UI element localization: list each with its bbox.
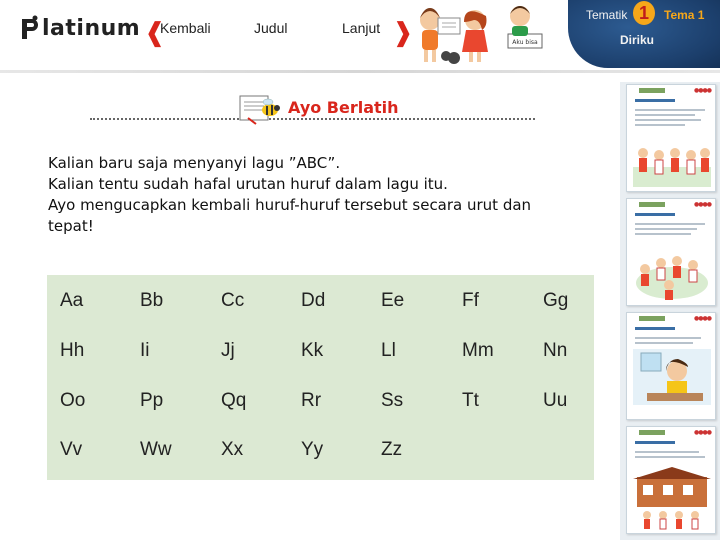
thumb-line	[635, 337, 701, 339]
alphabet-letter-pair: Xx	[221, 439, 244, 460]
thumb-line	[635, 451, 699, 453]
logo-p-icon	[20, 15, 40, 41]
back-link[interactable]: Kembali	[160, 20, 211, 36]
next-link[interactable]: Lanjut	[342, 20, 381, 36]
paragraph-line: tepat!	[48, 217, 94, 235]
alphabet-letter-pair: Ww	[140, 439, 172, 460]
thumb-title	[635, 99, 675, 102]
alphabet-letter-pair: Kk	[301, 340, 324, 361]
alphabet-letter-pair: Ff	[462, 290, 479, 311]
thumbnail-page-3[interactable]	[626, 312, 716, 420]
alphabet-letter-pair: Pp	[140, 390, 164, 411]
paragraph-line: Ayo mengucapkan kembali huruf-huruf tersebut secara urut dan	[48, 196, 532, 214]
header	[0, 0, 720, 72]
alphabet-letter-pair: Oo	[60, 390, 86, 411]
paragraph-line: Kalian tentu sudah hafal urutan huruf dalam lagu itu.	[48, 175, 448, 193]
title-link[interactable]: Judul	[254, 20, 288, 36]
header-divider	[0, 70, 720, 73]
alphabet-letter-pair: Rr	[301, 390, 322, 411]
thumb-dots-icon: ●●●●	[694, 429, 711, 436]
page-thumbnails	[620, 82, 720, 540]
alphabet-letter-pair: Yy	[301, 439, 324, 460]
thumb-tab	[639, 202, 665, 207]
platinum-logo	[20, 12, 140, 44]
thumbnail-page-2[interactable]	[626, 198, 716, 306]
thumb-girl-illustration	[633, 349, 711, 405]
alphabet-letter-pair: Nn	[543, 340, 568, 361]
thumb-line	[635, 114, 695, 116]
thumb-children-illustration	[633, 137, 711, 187]
alphabet-letter-pair: Hh	[60, 340, 85, 361]
alphabet-letter-pair: Tt	[462, 390, 479, 411]
instruction-paragraph	[48, 153, 593, 237]
alphabet-letter-pair: Vv	[60, 439, 83, 460]
thumb-line	[635, 456, 705, 458]
badge-tematik: Tematik	[586, 8, 628, 22]
alphabet-letter-pair: Dd	[301, 290, 326, 311]
thumb-dots-icon: ●●●●	[694, 87, 711, 94]
thumbnail-page-4[interactable]	[626, 426, 716, 534]
kids-sign-text: Aku bisa	[512, 39, 538, 46]
alphabet-letter-pair: Mm	[462, 340, 494, 361]
bee-book-icon	[236, 90, 282, 126]
thumb-circle-illustration	[633, 243, 711, 303]
alphabet-letter-pair: Aa	[60, 290, 84, 311]
alphabet-letter-pair: Ss	[381, 390, 404, 411]
alphabet-letter-pair: Jj	[221, 340, 235, 361]
alphabet-letter-pair: Uu	[543, 390, 568, 411]
next-arrow-icon[interactable]: ❱	[392, 18, 414, 48]
thumb-line	[635, 124, 685, 126]
alphabet-letter-pair: Gg	[543, 290, 569, 311]
section-divider	[90, 118, 535, 120]
badge-subtitle: Diriku	[620, 33, 655, 47]
thumb-title	[635, 327, 675, 330]
thumb-tab	[639, 88, 665, 93]
children-illustration	[410, 0, 550, 68]
alphabet-table	[47, 275, 594, 480]
thumb-dots-icon: ●●●●	[694, 315, 711, 322]
alphabet-letter-pair: Ee	[381, 290, 405, 311]
alphabet-letter-pair: Cc	[221, 290, 245, 311]
alphabet-letter-pair: Qq	[221, 390, 247, 411]
badge-tema: Tema 1	[664, 8, 705, 22]
logo-text: latinum	[42, 15, 141, 41]
thumb-title	[635, 213, 675, 216]
alphabet-letter-pair: Bb	[140, 290, 164, 311]
thumb-dots-icon: ●●●●	[694, 201, 711, 208]
thumb-line	[635, 223, 705, 225]
thumb-tab	[639, 430, 665, 435]
thumbnail-page-1[interactable]	[626, 84, 716, 192]
thumb-line	[635, 342, 693, 344]
alphabet-letter-pair: Zz	[381, 439, 403, 460]
thumb-line	[635, 228, 697, 230]
alphabet-letter-pair: Ll	[381, 340, 396, 361]
thumb-school-illustration	[633, 467, 711, 531]
section-title: Ayo Berlatih	[288, 98, 399, 117]
badge-number: 1	[633, 1, 655, 25]
alphabet-letter-pair: Ii	[140, 340, 150, 361]
thumb-line	[635, 233, 691, 235]
thumb-line	[635, 109, 705, 111]
paragraph-line: Kalian baru saja menyanyi lagu ”ABC”.	[48, 154, 341, 172]
thumb-tab	[639, 316, 665, 321]
theme-badge	[568, 0, 720, 68]
thumb-line	[635, 119, 701, 121]
back-arrow-icon[interactable]: ❰	[144, 18, 166, 48]
thumb-title	[635, 441, 675, 444]
